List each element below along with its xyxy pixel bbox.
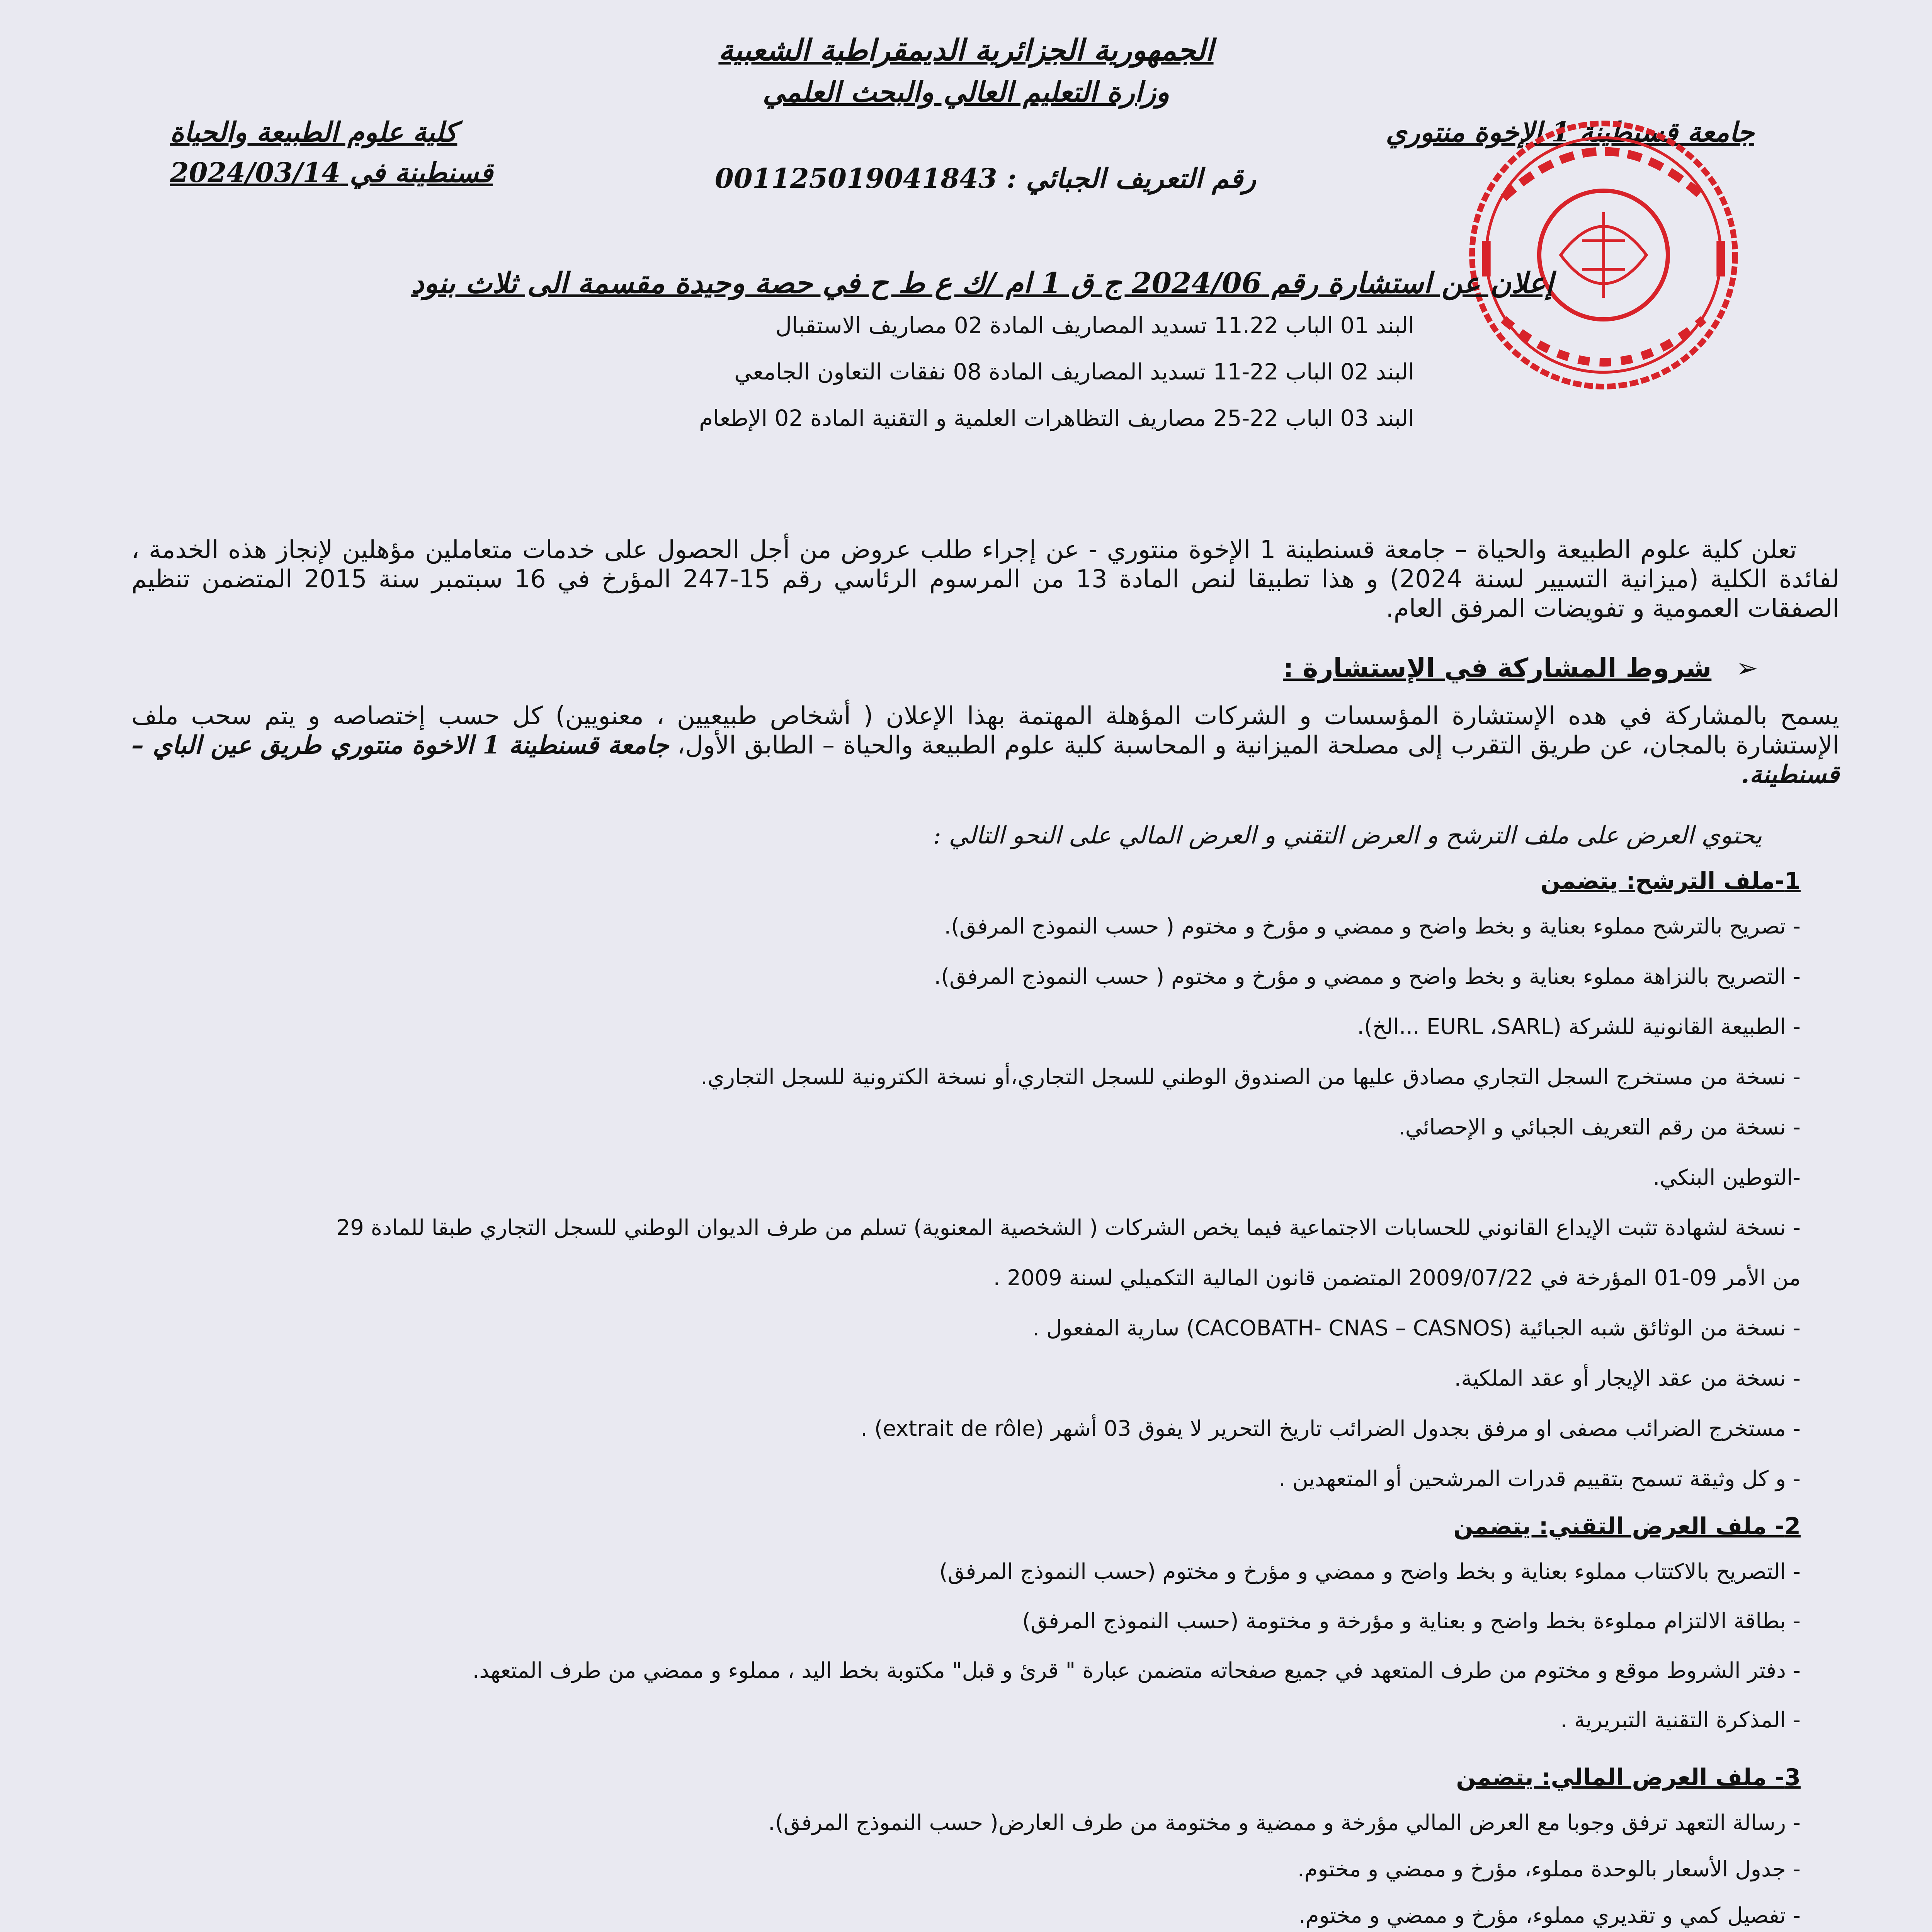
section2-item: - التصريح بالاكتتاب مملوء بعناية و بخط واضح و ممضي و مؤرخ و مختوم (حسب النموذج المرفق) <box>939 1559 1801 1584</box>
section1-item: - مستخرج الضرائب مصفى او مرفق بجدول الضرائب تاريخ التحرير لا يفوق 03 أشهر (extrait de rôle) . <box>861 1416 1801 1441</box>
notice-line-3: البند 03 الباب 22-25 مصاريف التظاهرات العلمية و التقنية المادة 02 الإطعام <box>699 405 1414 431</box>
intro-paragraph: تعلن كلية علوم الطبيعة والحياة – جامعة قسنطينة 1 الإخوة منتوري - عن إجراء طلب عروض من أجل الحصول على خدمات متعاملين مؤهلين لإنجاز هذه الخدمة ، لفائدة الكلية (ميزانية التسيير لسنة 2024) و هذا تطبيقا لنص المادة 13 من المرسوم الرئاسي رقم 15-247 المؤرخ في 16 سبتمبر سنة 2015 المتضمن تنظيم الصفقات العمومية و تفويضات المرفق العام. <box>131 536 1840 623</box>
section1-item: -التوطين البنكي. <box>1653 1165 1801 1190</box>
section3-item: - تفصيل كمي و تقديري مملوء، مؤرخ و ممضي و مختوم. <box>1299 1903 1801 1928</box>
official-seal-stamp <box>1461 112 1747 398</box>
notice-line-1: البند 01 الباب 11.22 تسديد المصاريف المادة 02 مصاريف الاستقبال <box>775 312 1414 338</box>
section3-title: 3- ملف العرض المالي: يتضمن <box>1456 1764 1801 1791</box>
section1-item: - التصريح بالنزاهة مملوء بعناية و بخط واضح و ممضي و مؤرخ و مختوم ( حسب النموذج المرفق). <box>934 964 1801 989</box>
arrow-bullet-icon: ➢ <box>1736 653 1758 684</box>
section1-item: - نسخة لشهادة تثبت الإيداع القانوني للحسابات الاجتماعية فيما يخص الشركات ( الشخصية المعنوية) تسلم من طرف الديوان الوطني للسجل التجاري طبقا للمادة 29 <box>336 1215 1801 1240</box>
section3-item: - جدول الأسعار بالوحدة مملوء، مؤرخ و ممضي و مختوم. <box>1297 1857 1801 1882</box>
conditions-paragraph <box>131 701 1839 789</box>
section2-item: - المذكرة التقنية التبريرية . <box>1560 1708 1801 1733</box>
section1-item: - الطبيعة القانونية للشركة (EURL ،SARL ...الخ). <box>1357 1014 1801 1039</box>
section2-item: - بطاقة الالتزام مملوءة بخط واضح و بعناية و مؤرخة و مختومة (حسب النموذج المرفق) <box>1022 1609 1801 1634</box>
tax-id: رقم التعريف الجبائي : 001125019041843 <box>715 162 1256 194</box>
notice-title: إعلان عن استشارة رقم 2024/06 ج ق 1 ام /ك ع ط ح في حصة وحيدة مقسمة الى ثلاث بنود <box>411 267 1553 300</box>
conditions-text: يسمح بالمشاركة في هده الإستشارة المؤسسات و الشركات المؤهلة المهتمة بهذا الإعلان ( أشخاص طبيعيين ، معنويين) كل حسب إختصاصه و يتم سحب ملف الإستشارة بالمجان، عن طريق التقرب إلى مصلحة الميزانية و المحاسبة كلية علوم الطبيعة والحياة – الطابق الأول، <box>131 702 1840 760</box>
section1-item: من الأمر 09-01 المؤرخة في 2009/07/22 المتضمن قانون المالية التكميلي لسنة 2009 . <box>993 1265 1801 1291</box>
section2-item: - دفتر الشروط موقع و مختوم من طرف المتعهد في جميع صفحاته متضمن عبارة " قرئ و قبل" مكتوبة بخط اليد ، مملوء و ممضي من طرف المتعهد. <box>472 1658 1801 1683</box>
section1-item: - تصريح بالترشح مملوء بعناية و بخط واضح و ممضي و مؤرخ و مختوم ( حسب النموذج المرفق). <box>944 914 1801 939</box>
faculty-name: كلية علوم الطبيعة والحياة <box>170 116 457 148</box>
notice-line-2: البند 02 الباب 22-11 تسديد المصاريف المادة 08 نفقات التعاون الجامعي <box>734 359 1414 385</box>
conditions-address: جامعة قسنطينة 1 الاخوة منتوري طريق عين الباي – قسنطينة. <box>131 731 1839 789</box>
section1-item: - نسخة من الوثائق شبه الجبائية (CACOBATH- CNAS – CASNOS) سارية المفعول . <box>1032 1316 1801 1341</box>
section2-title: 2- ملف العرض التقني: يتضمن <box>1453 1513 1801 1540</box>
republic-title: الجمهورية الجزائرية الديمقراطية الشعبية <box>718 33 1214 67</box>
section1-item: - نسخة من مستخرج السجل التجاري مصادق عليها من الصندوق الوطني للسجل التجاري،أو نسخة الكترونية للسجل التجاري. <box>701 1065 1801 1090</box>
section1-item: - نسخة من عقد الإيجار أو عقد الملكية. <box>1454 1366 1801 1391</box>
conditions-heading <box>1283 653 1758 684</box>
issue-date: قسنطينة في 2024/03/14 <box>170 156 493 189</box>
section3-item: - رسالة التعهد ترفق وجوبا مع العرض المالي مؤرخة و ممضية و مختومة من طرف العارض( حسب النموذج المرفق). <box>768 1810 1801 1835</box>
section1-title: 1-ملف الترشح: يتضمن <box>1540 867 1801 895</box>
university-name: جامعة قسنطينة 1 الإخوة منتوري <box>1386 116 1754 148</box>
ministry-title: وزارة التعليم العالي والبحث العلمي <box>762 75 1170 108</box>
section1-item: - و كل وثيقة تسمح بتقييم قدرات المرشحين أو المتعهدين . <box>1279 1466 1801 1492</box>
conditions-heading-text: شروط المشاركة في الإستشارة : <box>1283 653 1712 684</box>
section1-item: - نسخة من رقم التعريف الجبائي و الإحصائي. <box>1398 1115 1801 1140</box>
offer-intro: يحتوي العرض على ملف الترشح و العرض التقني و العرض المالي على النحو التالي : <box>933 821 1762 849</box>
